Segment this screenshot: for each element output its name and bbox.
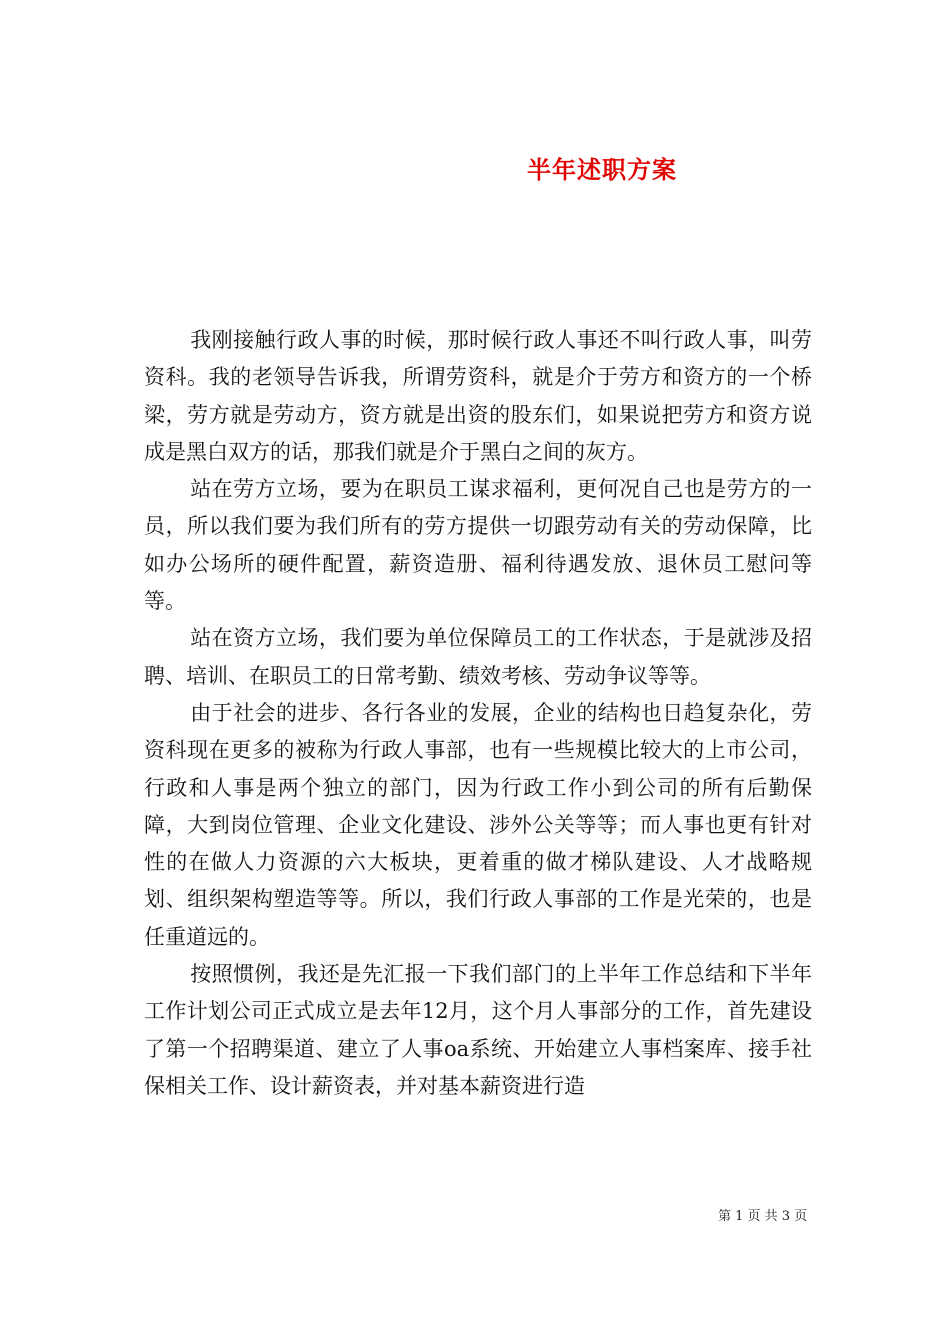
document-body [144, 322, 812, 1105]
page-title: 半年述职方案 [527, 155, 677, 185]
paragraph-3: 站在资方立场，我们要为单位保障员工的工作状态，于是就涉及招聘、培训、在职员工的日常考勤、绩效考核、劳动争议等等。 [144, 626, 812, 688]
page-number-footer: 第 1 页 共 3 页 [718, 1209, 808, 1224]
paragraph-4: 由于社会的进步、各行各业的发展，企业的结构也日趋复杂化，劳资科现在更多的被称为行政人事部，也有一些规模比较大的上市公司，行政和人事是两个独立的部门，因为行政工作小到公司的所有后勤保障，大到岗位管理、企业文化建设、涉外公关等等；而人事也更有针对性的在做人力资源的六大板块，更着重的做才梯队建设、人才战略规划、组织架构塑造等等。所以，我们行政人事部的工作是光荣的，也是任重道远的。 [144, 700, 812, 949]
paragraph-5: 按照惯例，我还是先汇报一下我们部门的上半年工作总结和下半年工作计划公司正式成立是去年12月，这个月人事部分的工作，首先建设了第一个招聘渠道、建立了人事oa系统、开始建立人事档案库、接手社保相关工作、设计薪资表，并对基本薪资进行造 [144, 962, 812, 1098]
paragraph-1: 我刚接触行政人事的时候，那时候行政人事还不叫行政人事，叫劳资科。我的老领导告诉我，所谓劳资科，就是介于劳方和资方的一个桥梁，劳方就是劳动方，资方就是出资的股东们，如果说把劳方和资方说成是黑白双方的话，那我们就是介于黑白之间的灰方。 [144, 328, 812, 464]
paragraph-2: 站在劳方立场，要为在职员工谋求福利，更何况自己也是劳方的一员，所以我们要为我们所有的劳方提供一切跟劳动有关的劳动保障，比如办公场所的硬件配置，薪资造册、福利待遇发放、退休员工慰问等等。 [144, 477, 812, 614]
